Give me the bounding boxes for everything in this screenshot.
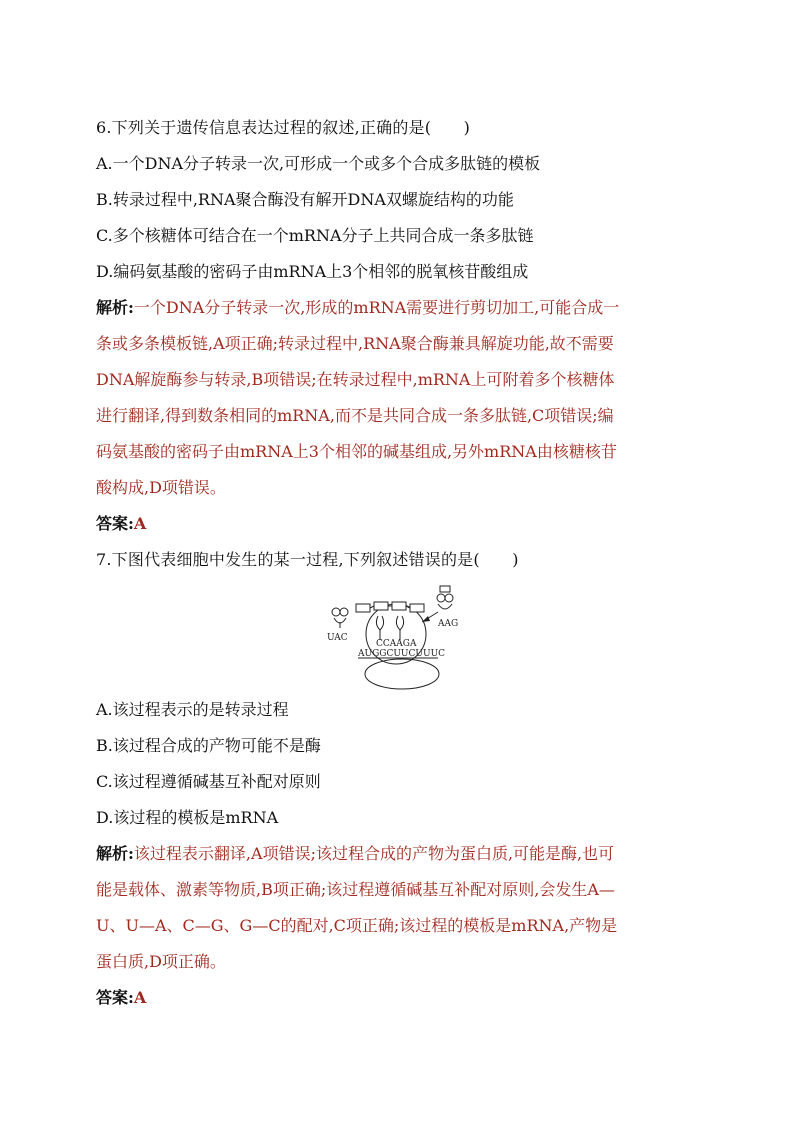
q6-explanation-line-1 xyxy=(96,290,698,326)
q7-answer xyxy=(96,980,698,1016)
q6-answer-value: A xyxy=(133,514,147,533)
q7-answer-value: A xyxy=(133,988,147,1007)
q6-answer xyxy=(96,506,698,542)
mrna-sequence-label: AUGGCUUCUUUC xyxy=(358,649,446,659)
q6-option-c: C.多个核糖体可结合在一个mRNA分子上共同合成一条多肽链 xyxy=(96,226,534,245)
q7-option-b: B.该过程合成的产物可能不是酶 xyxy=(96,736,321,755)
q6-option-a: A.一个DNA分子转录一次,可形成一个或多个合成多肽链的模板 xyxy=(96,154,541,173)
q7-explanation-text-1: 该过程表示翻译,A项错误;该过程合成的产物为蛋白质,可能是酶,也可 xyxy=(133,844,615,863)
q7-explanation-line-2: 能是载体、激素等物质,B项正确;该过程遵循碱基互补配对原则,会发生A— xyxy=(96,880,615,899)
amino-acid-box-3 xyxy=(392,602,406,610)
q6-answer-label: 答案: xyxy=(96,514,134,533)
amino-acid-box-2 xyxy=(374,602,388,610)
trna-left-icon xyxy=(332,608,348,628)
q6-explanation-line-4: 进行翻译,得到数条相同的mRNA,而不是共同合成一条多肽链,C项错误;编 xyxy=(96,406,614,425)
q7-answer-label: 答案: xyxy=(96,988,134,1007)
trna-site-1-icon xyxy=(376,616,383,640)
q6-explanation-text-1: 一个DNA分子转录一次,形成的mRNA需要进行剪切加工,可能合成一 xyxy=(133,298,620,317)
trna-right-icon xyxy=(437,586,453,609)
document-page xyxy=(96,110,698,1016)
entry-arrowhead xyxy=(422,616,430,622)
q7-stem: 7.下图代表细胞中发生的某一过程,下列叙述错误的是( ) xyxy=(96,550,519,569)
q7-option-d: D.该过程的模板是mRNA xyxy=(96,808,279,827)
q6-explanation xyxy=(96,290,698,506)
translation-figure xyxy=(96,582,698,690)
q6-explanation-label: 解析: xyxy=(96,298,134,317)
peptide-bond-1 xyxy=(370,606,374,608)
q7-explanation xyxy=(96,836,698,980)
amino-acid-box-4 xyxy=(410,604,424,612)
q6-stem: 6.下列关于遗传信息表达过程的叙述,正确的是( ) xyxy=(96,118,471,137)
q7-explanation-line-1 xyxy=(96,836,698,872)
amino-acid-box-1 xyxy=(356,604,370,612)
q6-explanation-line-3: DNA解旋酶参与转录,B项错误;在转录过程中,mRNA上可附着多个核糖体 xyxy=(96,370,615,389)
q7-option-a: A.该过程表示的是转录过程 xyxy=(96,700,289,719)
q7-explanation-label: 解析: xyxy=(96,844,134,863)
q6-option-d: D.编码氨基酸的密码子由mRNA上3个相邻的脱氧核苷酸组成 xyxy=(96,262,529,281)
q6-explanation-line-6: 酸构成,D项错误。 xyxy=(96,478,226,497)
q7-explanation-line-4: 蛋白质,D项正确。 xyxy=(96,952,226,971)
pairing-sequence-label: CCAAGA xyxy=(376,639,417,649)
trna-site-2-icon xyxy=(396,616,403,640)
q6-explanation-line-2: 条或多条模板链,A项正确;转录过程中,RNA聚合酶兼具解旋功能,故不需要 xyxy=(96,334,614,353)
q6-explanation-line-5: 码氨基酸的密码子由mRNA上3个相邻的碱基组成,另外mRNA由核糖核苷 xyxy=(96,442,617,461)
anticodon-left-label: UAC xyxy=(327,633,348,643)
translation-diagram xyxy=(324,582,484,690)
q7-explanation-line-3: U、U—A、C—G、G—C的配对,C项正确;该过程的模板是mRNA,产物是 xyxy=(96,916,618,935)
anticodon-right-label: AAG xyxy=(438,619,459,629)
q6-option-b: B.转录过程中,RNA聚合酶没有解开DNA双螺旋结构的功能 xyxy=(96,190,514,209)
q7-option-c: C.该过程遵循碱基互补配对原则 xyxy=(96,772,321,791)
